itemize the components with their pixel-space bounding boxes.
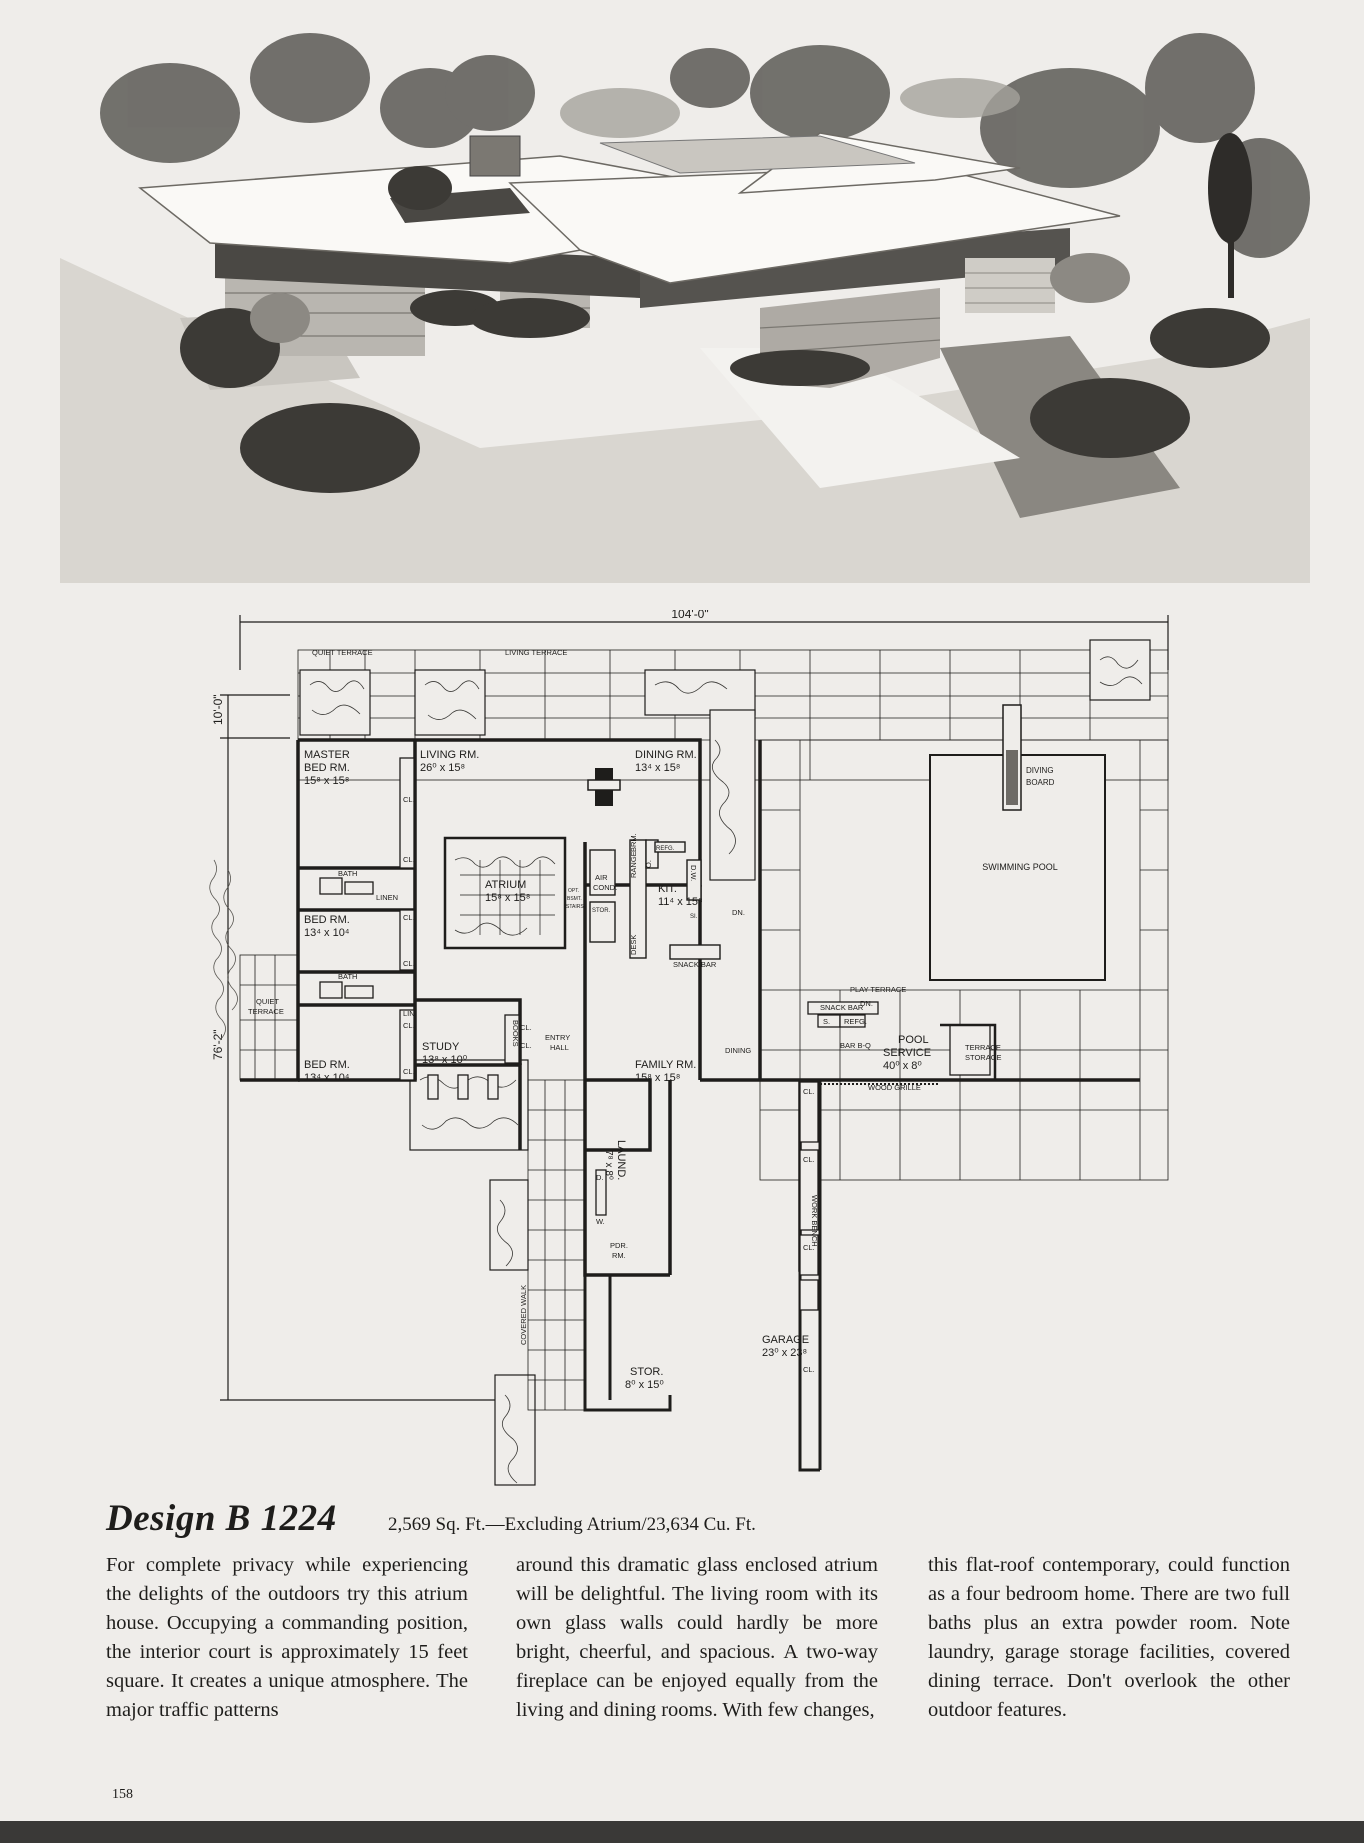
svg-text:7⁸ x 8⁰: 7⁸ x 8⁰ <box>603 1150 614 1180</box>
svg-text:CL.: CL. <box>403 855 415 864</box>
svg-text:COVERED WALK: COVERED WALK <box>519 1284 528 1345</box>
room-atrium: ATRIUM <box>485 879 527 891</box>
room-pool-service: POOL <box>898 1034 929 1046</box>
svg-text:CL.: CL. <box>403 1021 415 1030</box>
svg-text:13⁴ x 15⁸: 13⁴ x 15⁸ <box>635 762 681 774</box>
svg-text:STAIRS: STAIRS <box>566 904 584 910</box>
svg-text:REFG.: REFG. <box>844 1017 867 1026</box>
svg-text:SNACK BAR: SNACK BAR <box>673 960 717 969</box>
svg-text:O.: O. <box>644 860 653 868</box>
design-subtitle: 2,569 Sq. Ft.—Excluding Atrium/23,634 Cu. Ft. <box>388 1514 756 1535</box>
dimension-house-depth: 76'-2" <box>211 1029 225 1060</box>
svg-text:RANGE: RANGE <box>629 851 638 878</box>
svg-text:STORAGE: STORAGE <box>965 1053 1002 1062</box>
svg-text:LIN: LIN <box>403 1009 415 1018</box>
svg-text:SNACK BAR: SNACK BAR <box>820 1003 864 1012</box>
svg-text:PLAY TERRACE: PLAY TERRACE <box>850 985 907 994</box>
description-column-2: around this dramatic glass enclosed atrium will be delightful. The living room with its own glass walls could hardly be more bright, cheerful, and spacious. A two-way fireplace can be enjoyed equally from the living and dining rooms. With few changes, <box>516 1554 878 1721</box>
room-dining: DINING RM. <box>635 749 697 761</box>
svg-text:40⁰ x 8⁰: 40⁰ x 8⁰ <box>883 1060 922 1072</box>
svg-text:BATH: BATH <box>338 972 358 981</box>
room-study: STUDY <box>422 1041 460 1053</box>
svg-text:HALL: HALL <box>550 1043 569 1052</box>
room-laundry: LAUND. <box>615 1140 627 1181</box>
svg-text:D.: D. <box>596 1173 604 1182</box>
svg-text:BED RM.: BED RM. <box>304 762 350 774</box>
svg-text:TERRACE: TERRACE <box>248 1007 284 1016</box>
svg-text:26⁰ x 15⁸: 26⁰ x 15⁸ <box>420 762 466 774</box>
svg-text:AIR: AIR <box>595 873 608 882</box>
svg-text:DINING: DINING <box>725 1046 752 1055</box>
svg-text:W.: W. <box>596 1217 605 1226</box>
svg-text:BRM.: BRM. <box>629 833 638 852</box>
svg-text:QUIET: QUIET <box>256 997 279 1006</box>
svg-text:S.: S. <box>823 1017 831 1026</box>
svg-text:RM.: RM. <box>612 1251 626 1260</box>
svg-text:13⁴ x 10⁴: 13⁴ x 10⁴ <box>304 927 350 939</box>
svg-text:CL.: CL. <box>803 1365 815 1374</box>
house-rendering <box>60 18 1310 583</box>
svg-text:SI.: SI. <box>690 914 698 920</box>
svg-text:13⁸ x 10⁰: 13⁸ x 10⁰ <box>422 1054 468 1066</box>
svg-text:WORK BENCH: WORK BENCH <box>810 1195 819 1247</box>
svg-text:CL.: CL. <box>803 1087 815 1096</box>
svg-text:CL.: CL. <box>520 1041 532 1050</box>
description-column-3: this flat-roof contemporary, could function as a four bedroom home. There are two full baths plus an extra powder room. Note laundry, garage storage facilities, covered dining terrace. Don't overlook the other outdoor features. <box>928 1554 1290 1721</box>
svg-text:CL.: CL. <box>403 795 415 804</box>
svg-text:REFG.: REFG. <box>656 846 675 852</box>
svg-text:LIVING TERRACE: LIVING TERRACE <box>505 648 568 657</box>
svg-text:CL.: CL. <box>520 1023 532 1032</box>
room-living: LIVING RM. <box>420 749 480 761</box>
page-number: 158 <box>112 1787 133 1802</box>
room-garage: GARAGE <box>762 1334 810 1346</box>
svg-text:TERRACE: TERRACE <box>965 1043 1001 1052</box>
svg-text:PDR.: PDR. <box>610 1241 628 1250</box>
svg-text:CL.: CL. <box>803 1155 815 1164</box>
dimension-terrace-depth: 10'-0" <box>211 694 225 725</box>
room-bed-2: BED RM. <box>304 914 350 926</box>
svg-text:11⁴ x 15⁸: 11⁴ x 15⁸ <box>658 896 703 908</box>
svg-text:COND.: COND. <box>593 883 618 892</box>
svg-text:CL.: CL. <box>403 959 415 968</box>
dimension-width: 104'-0" <box>671 610 709 621</box>
room-kitchen: KIT. <box>658 883 677 895</box>
svg-text:QUIET TERRACE: QUIET TERRACE <box>312 648 373 657</box>
svg-text:DN.: DN. <box>732 908 745 917</box>
room-labels <box>304 749 931 1391</box>
svg-text:8⁰ x 15⁰: 8⁰ x 15⁰ <box>625 1379 664 1391</box>
svg-text:BATH: BATH <box>338 869 358 878</box>
svg-text:15⁸ x 15⁸: 15⁸ x 15⁸ <box>304 775 350 787</box>
svg-text:SERVICE: SERVICE <box>883 1047 932 1059</box>
design-title: Design B 1224 <box>106 1498 337 1539</box>
svg-text:15⁸ x 15⁸: 15⁸ x 15⁸ <box>635 1072 681 1084</box>
room-bed-3: BED RM. <box>304 1059 350 1071</box>
room-stor: STOR. <box>630 1366 664 1378</box>
svg-text:DESK: DESK <box>629 934 638 955</box>
svg-text:CL.: CL. <box>403 1067 415 1076</box>
page-edge <box>0 1821 1364 1843</box>
room-family: FAMILY RM. <box>635 1059 697 1071</box>
svg-text:ENTRY: ENTRY <box>545 1033 571 1042</box>
room-master-bed: MASTER <box>304 749 350 761</box>
svg-text:CL.: CL. <box>803 1243 815 1252</box>
svg-text:BOOKS: BOOKS <box>511 1020 520 1047</box>
svg-text:BAR B-Q: BAR B-Q <box>840 1041 871 1050</box>
svg-text:WOOD GRILLE: WOOD GRILLE <box>868 1083 921 1092</box>
plan-annotations <box>248 648 1002 1374</box>
floor-plan <box>200 610 1200 1490</box>
svg-text:DN.: DN. <box>860 999 873 1008</box>
svg-text:LINEN: LINEN <box>376 893 399 902</box>
svg-text:15⁸ x 15⁸: 15⁸ x 15⁸ <box>485 892 531 904</box>
svg-text:STOR.: STOR. <box>592 908 611 914</box>
description-column-1: For complete privacy while experiencing the delights of the outdoors try this atrium house. Occupying a commanding position, the interior court is approximately 15 feet square. It creates a unique atmosphere. The major traffic patterns <box>106 1554 468 1721</box>
svg-text:BSMT.: BSMT. <box>567 896 582 902</box>
svg-text:13⁴ x 10⁴: 13⁴ x 10⁴ <box>304 1072 350 1084</box>
svg-text:DIVING: DIVING <box>1026 766 1054 775</box>
svg-text:23⁰ x 23⁸: 23⁰ x 23⁸ <box>762 1347 808 1359</box>
svg-text:CL.: CL. <box>403 913 415 922</box>
svg-text:OPT.: OPT. <box>568 888 580 894</box>
swimming-pool-label: SWIMMING POOL <box>982 862 1058 872</box>
svg-text:D.W.: D.W. <box>689 865 698 882</box>
svg-text:BOARD: BOARD <box>1026 778 1055 787</box>
